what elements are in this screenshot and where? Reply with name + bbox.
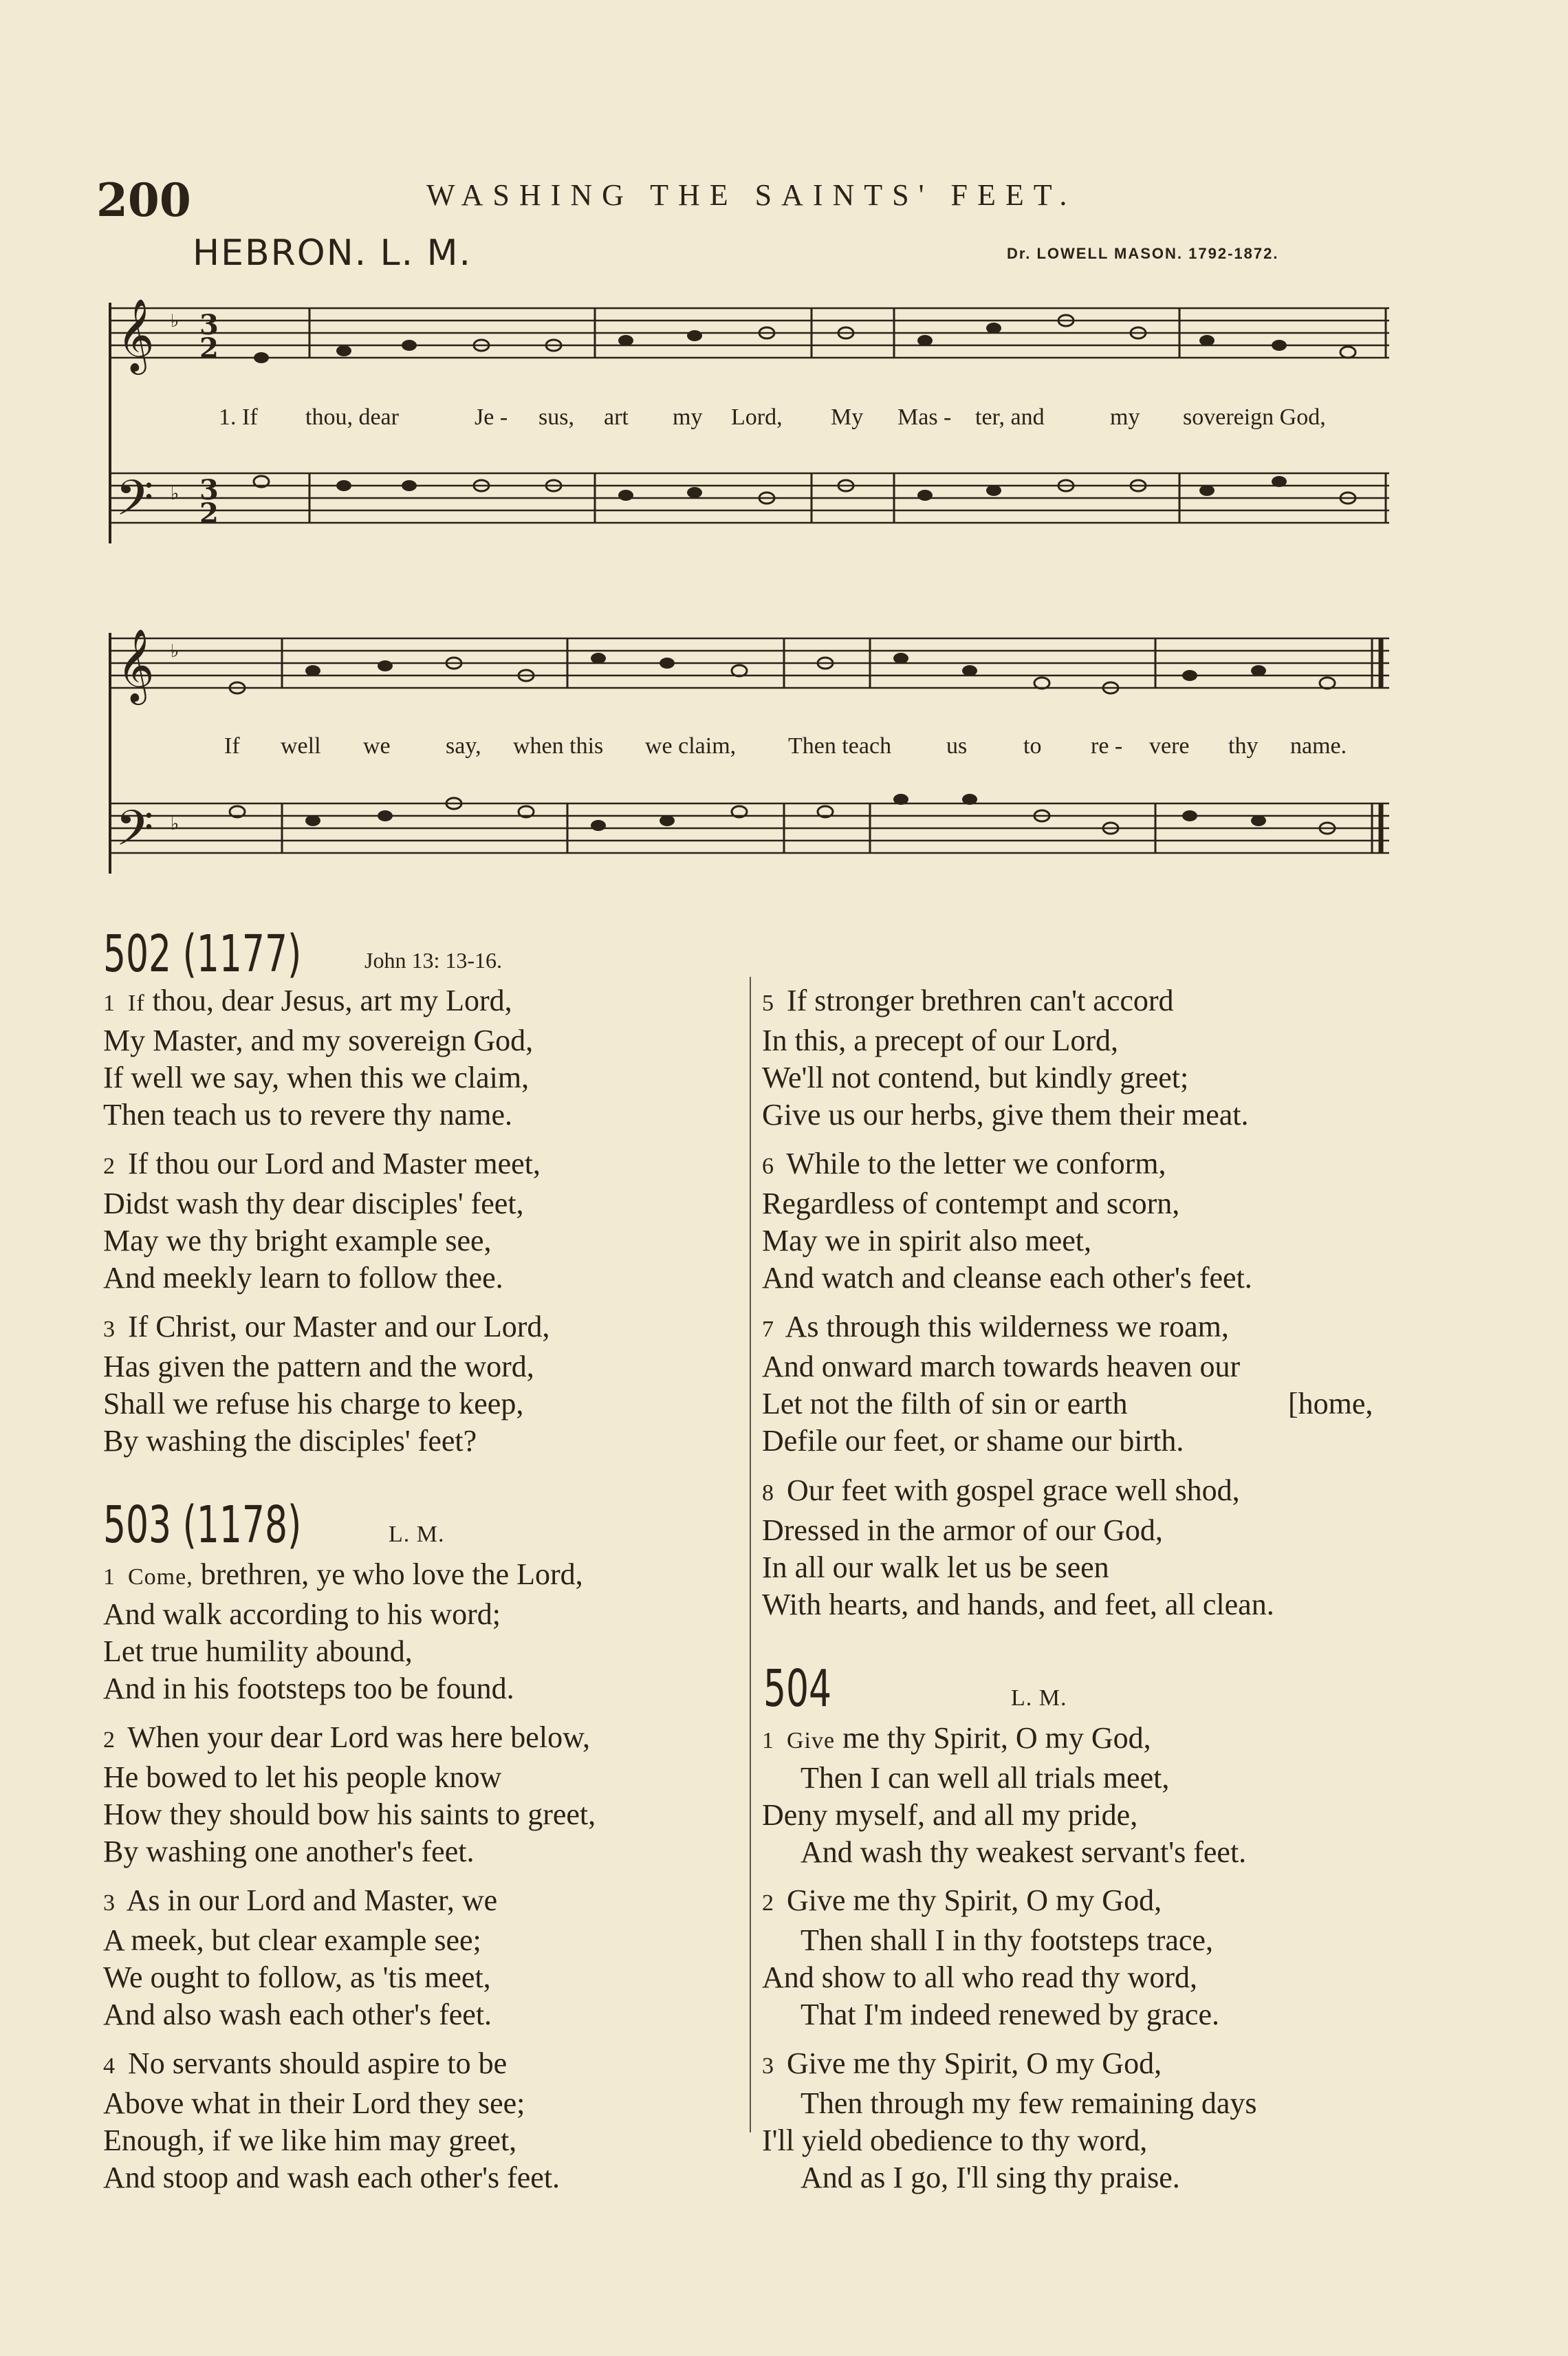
stanza-502-6: 6 While to the letter we conform, Regardless of contempt and scorn, May we in spirit also meet, And watch and cleanse each other's feet. xyxy=(762,1147,1252,1295)
tune-name: HEBRON. L. M. xyxy=(193,233,472,274)
bass-staff xyxy=(110,473,1389,523)
svg-text:2: 2 xyxy=(199,332,219,365)
hymn-alt-number: (1177) xyxy=(182,925,302,984)
stanza-504-2: 2 Give me thy Spirit, O my God, Then shall I in thy footsteps trace, And show to all who read thy word, That I'm indeed renewed by grace. xyxy=(762,1883,1219,2031)
svg-text:♭: ♭ xyxy=(171,641,179,662)
svg-text:3: 3 xyxy=(199,309,219,341)
hymn-502-heading xyxy=(103,925,358,984)
stanza-502-7: 7 As through this wilderness we roam, And onward march towards heaven our Let not the filth of sin or earth [home, Defile our feet, or shame our birth. xyxy=(762,1310,1373,1458)
running-head: WASHING THE SAINTS' FEET. xyxy=(426,178,1077,212)
treble-staff xyxy=(110,308,1389,358)
stanza-503-1: 1 Come, brethren, ye who love the Lord, And walk according to his word; Let true humility abound, And in his footsteps too be found. xyxy=(103,1557,583,1705)
stanza-502-3: 3 If Christ, our Master and our Lord, Has given the pattern and the word, Shall we refuse his charge to keep, By washing the disciples' feet? xyxy=(103,1310,550,1458)
svg-text:♭: ♭ xyxy=(171,311,179,332)
bass-clef: 𝄢 xyxy=(116,470,154,539)
svg-text:𝄞: 𝄞 xyxy=(117,628,155,702)
hymn-number: 504 xyxy=(763,1659,832,1718)
svg-text:𝄢: 𝄢 xyxy=(116,800,154,869)
svg-text:2: 2 xyxy=(199,497,219,530)
carry-over: [home, xyxy=(1288,1387,1373,1420)
hymn-alt-number: (1178) xyxy=(182,1495,302,1555)
svg-text:3: 3 xyxy=(199,474,219,506)
page-number: 200 xyxy=(96,173,191,227)
meter: L. M. xyxy=(1011,1685,1067,1711)
hymn-504-heading xyxy=(763,1659,851,1718)
hymn-number: 503 xyxy=(103,1495,172,1555)
meter: L. M. xyxy=(389,1522,445,1547)
stanza-502-8: 8 Our feet with gospel grace well shod, Dressed in the armor of our God, In all our walk let us be seen With hearts, and hands, and feet, all clean. xyxy=(762,1473,1274,1621)
stanza-502-5: 5 If stronger brethren can't accord In this, a precept of our Lord, We'll not contend, but kindly greet; Give us our herbs, give them their meat. xyxy=(762,984,1249,1132)
stanza-504-3: 3 Give me thy Spirit, O my God, Then through my few remaining days I'll yield obedience to thy word, And as I go, I'll sing thy praise. xyxy=(762,2046,1257,2194)
hymn-503-heading xyxy=(103,1495,358,1555)
stanza-504-1: 1 Give me thy Spirit, O my God, Then I can well all trials meet, Deny myself, and all my pride, And wash thy weakest servant's feet. xyxy=(762,1721,1247,1869)
svg-text:♭: ♭ xyxy=(171,484,179,504)
stanza-502-2: 2 If thou our Lord and Master meet, Didst wash thy dear disciples' feet, May we thy bright example see, And meekly learn to follow thee. xyxy=(103,1147,541,1295)
column-divider xyxy=(750,977,751,2132)
svg-text:♭: ♭ xyxy=(171,814,179,834)
scripture-ref: John 13: 13-16. xyxy=(364,948,502,973)
hymn-number: 502 xyxy=(103,925,172,984)
composer-credit: Dr. LOWELL MASON. 1792-1872. xyxy=(1007,245,1279,262)
treble-clef: 𝄞 xyxy=(117,298,155,371)
stanza-503-3: 3 As in our Lord and Master, we A meek, but clear example see; We ought to follow, as 'tis meet, And also wash each other's feet. xyxy=(103,1883,498,2031)
stanza-503-2: 2 When your dear Lord was here below, He bowed to let his people know How they should bow his saints to greet, By washing one another's feet. xyxy=(103,1720,596,1868)
stanza-502-1: 1 If thou, dear Jesus, art my Lord, My Master, and my sovereign God, If well we say, when this we claim, Then teach us to revere thy name. xyxy=(103,984,534,1132)
stanza-503-4: 4 No servants should aspire to be Above what in their Lord they see; Enough, if we like him may greet, And stoop and wash each other's feet. xyxy=(103,2046,560,2194)
